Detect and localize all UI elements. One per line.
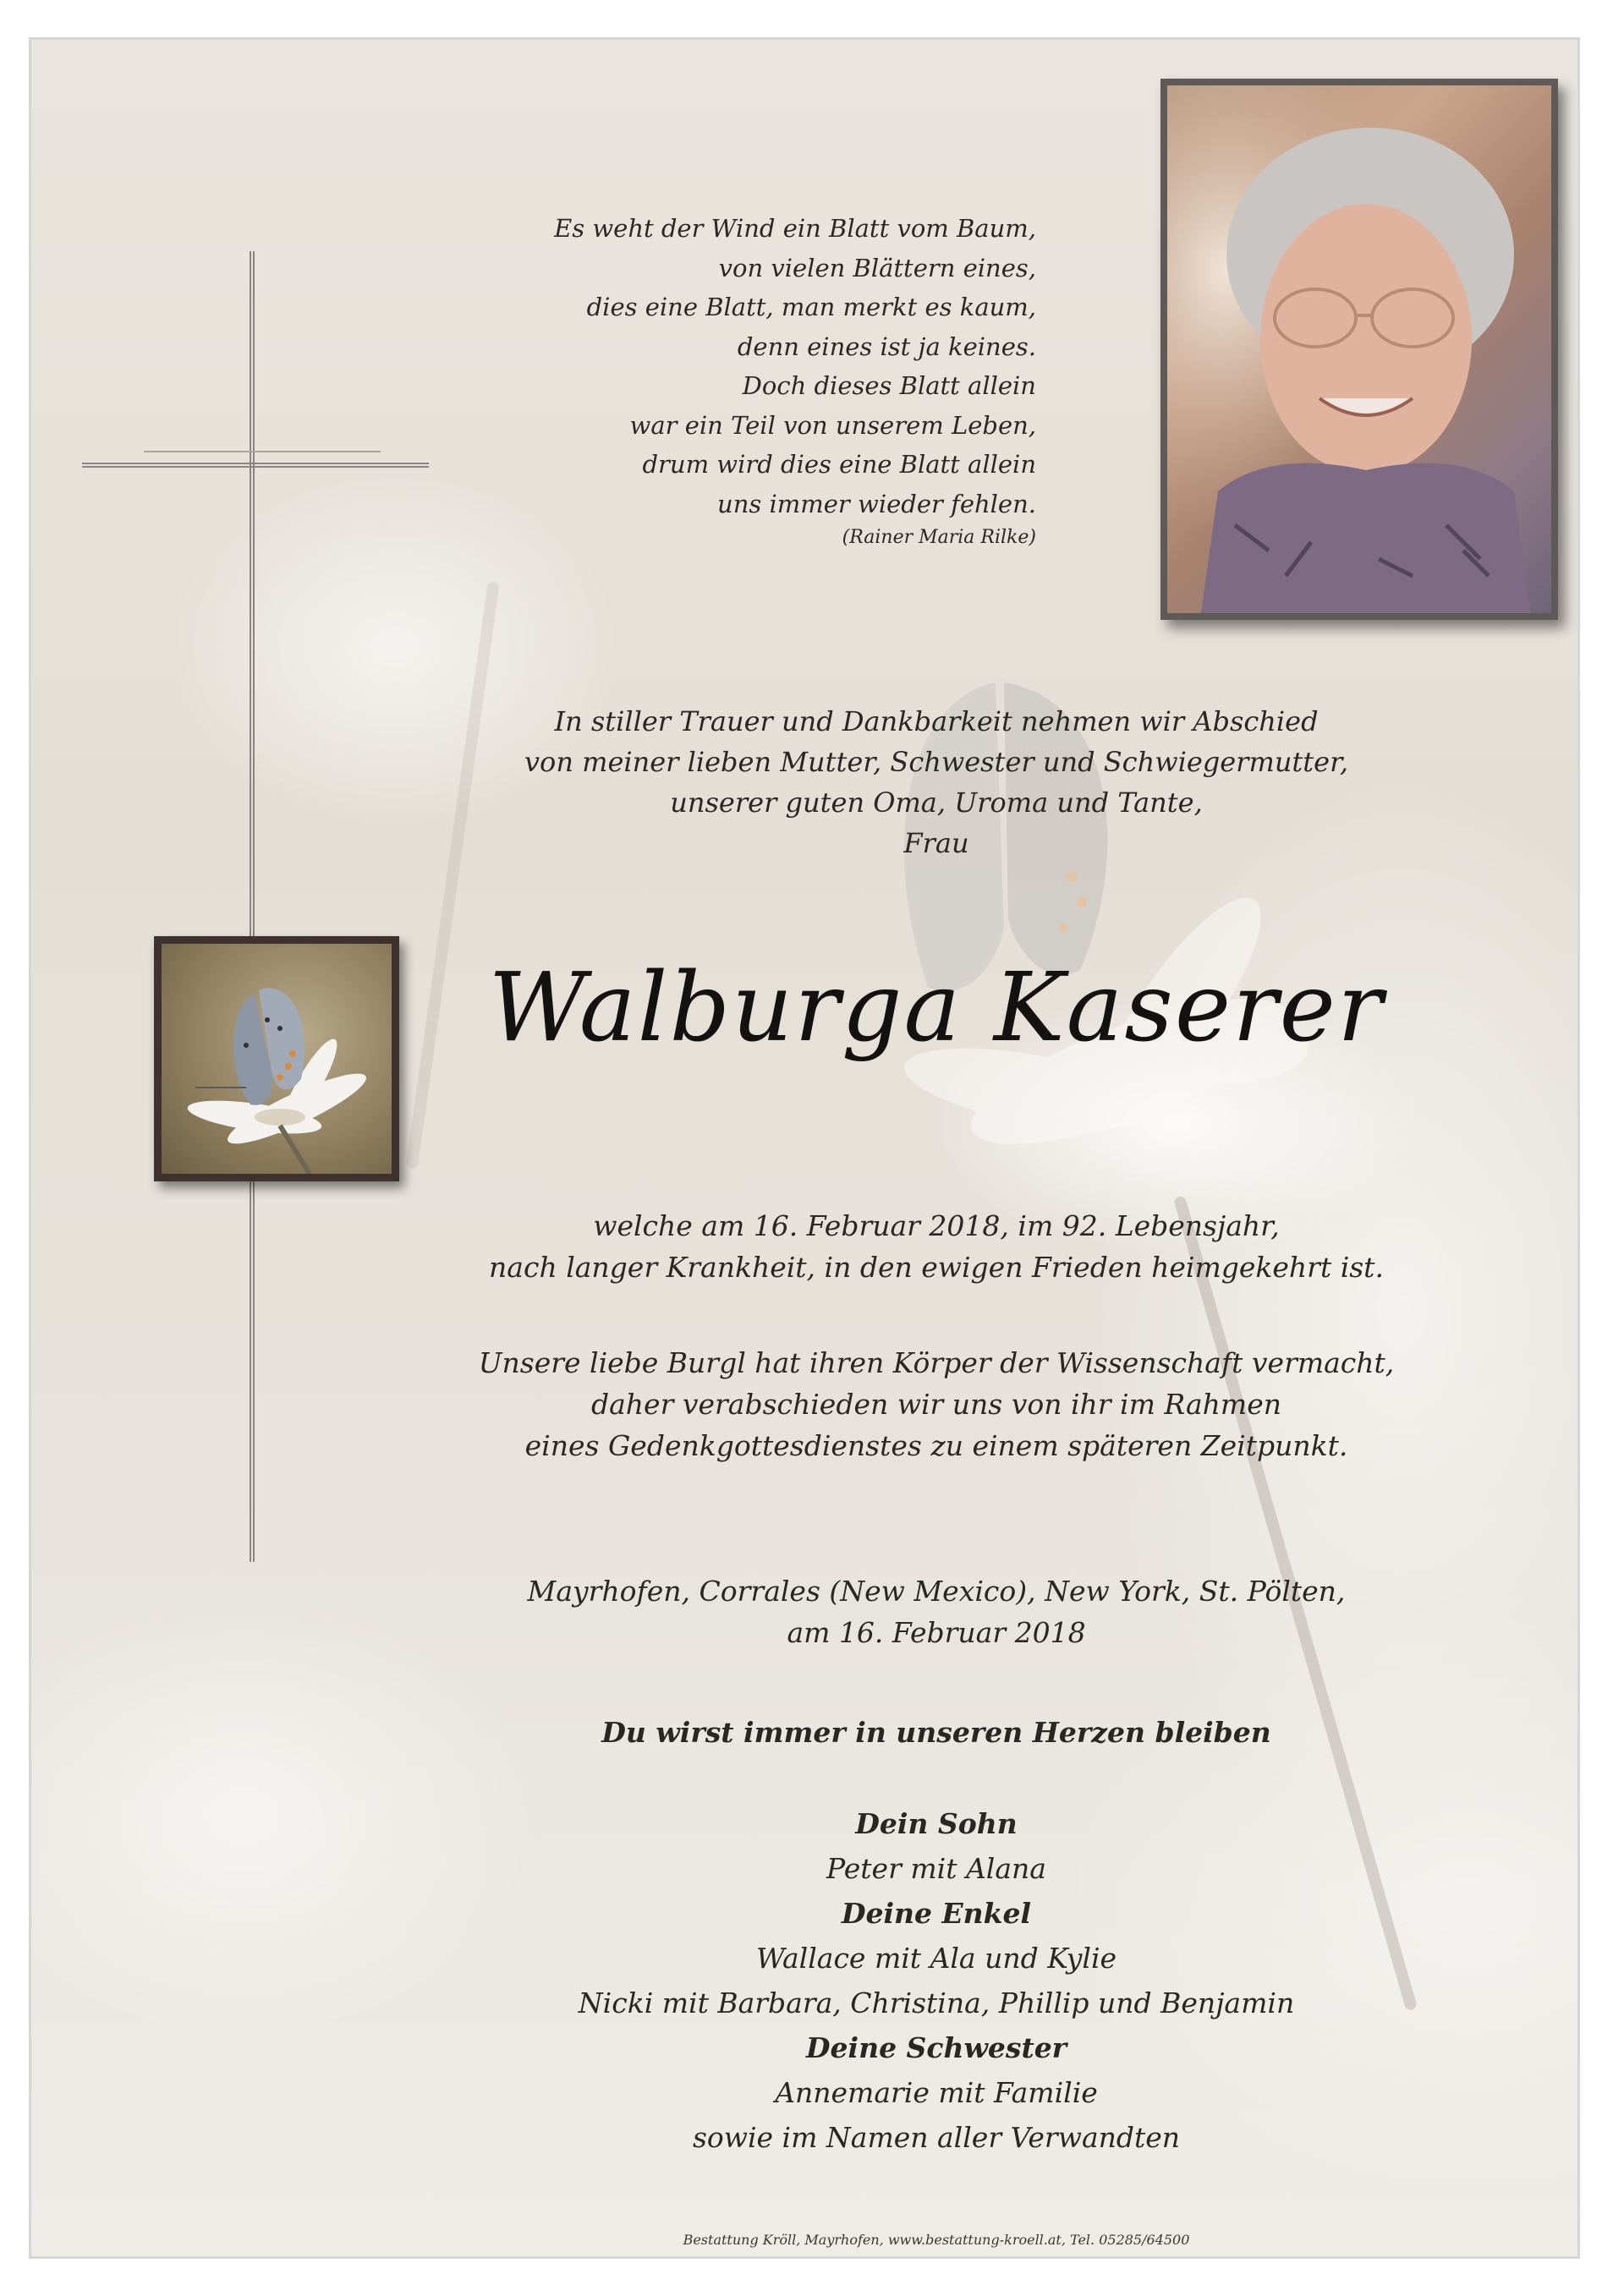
poem-line: denn eines ist ja keines.: [737, 332, 1036, 361]
funeral-home-footer: Bestattung Kröll, Mayrhofen, www.bestattung-kroell.at, Tel. 05285/64500: [683, 2232, 1190, 2248]
death-notice-line: welche am 16. Februar 2018, im 92. Lebensjahr,: [593, 1209, 1280, 1242]
relatives-line: sowie im Namen aller Verwandten: [692, 2121, 1181, 2154]
intro-line: In stiller Trauer und Dankbarkeit nehmen wir Abschied: [554, 705, 1319, 737]
background-stem: [406, 581, 500, 1169]
death-notice: [433, 1205, 1440, 1288]
grandchildren-line: Nicki mit Barbara, Christina, Phillip und Benjamin: [578, 1986, 1295, 2019]
family-list: [433, 1801, 1440, 2160]
place-line: Mayrhofen, Corrales (New Mexico), New York, St. Pölten,: [527, 1575, 1346, 1608]
butterfly-picture: [154, 936, 399, 1181]
poem-line: Es weht der Wind ein Blatt vom Baum,: [554, 214, 1036, 243]
date-line: am 16. Februar 2018: [787, 1616, 1086, 1649]
son-name: Peter mit Alana: [826, 1852, 1046, 1885]
obituary-card: [29, 37, 1580, 2259]
poem-line: Doch dieses Blatt allein: [742, 371, 1036, 400]
memorial-note-line: daher verabschieden wir uns von ihr im Rahmen: [590, 1388, 1281, 1421]
poem: [444, 209, 1036, 552]
intro-text: [433, 701, 1440, 863]
grandchildren-heading: Deine Enkel: [841, 1897, 1032, 1930]
intro-line: unserer guten Oma, Uroma und Tante,: [670, 786, 1203, 819]
intro-line: Frau: [903, 827, 969, 859]
sister-heading: Deine Schwester: [805, 2031, 1067, 2064]
poem-line: von vielen Blättern eines,: [718, 253, 1036, 282]
cross-crossbar: [82, 463, 429, 468]
memorial-note-line: eines Gedenkgottesdienstes zu einem späteren Zeitpunkt.: [524, 1429, 1348, 1462]
remembrance-line: Du wirst immer in unseren Herzen bleiben: [601, 1716, 1271, 1749]
grandchildren-line: Wallace mit Ala und Kylie: [755, 1942, 1117, 1975]
butterfly-illustration: [162, 944, 392, 1174]
cross-icon: [250, 251, 255, 1562]
poem-line: dies eine Blatt, man merkt es kaum,: [586, 293, 1036, 321]
portrait-image: [1167, 85, 1551, 613]
sister-name: Annemarie mit Familie: [775, 2076, 1098, 2109]
place-date: [433, 1570, 1440, 1653]
poem-line: war ein Teil von unserem Leben,: [629, 410, 1036, 440]
butterfly-icon: [162, 944, 392, 1174]
poem-line: uns immer wieder fehlen.: [717, 489, 1036, 518]
portrait-photo: [1160, 79, 1558, 620]
son-heading: Dein Sohn: [855, 1807, 1018, 1840]
portrait-illustration: [1167, 85, 1551, 613]
deceased-name: Walburga Kaserer: [488, 953, 1385, 1063]
poem-line: drum wird dies eine Blatt allein: [642, 450, 1036, 479]
intro-line: von meiner lieben Mutter, Schwester und Schwiegermutter,: [524, 746, 1349, 778]
death-notice-line: nach langer Krankheit, in den ewigen Frieden heimgekehrt ist.: [489, 1251, 1384, 1284]
memorial-note: [433, 1342, 1440, 1466]
poem-author: (Rainer Maria Rilke): [842, 527, 1036, 548]
cross-accent-line: [144, 451, 381, 452]
memorial-note-line: Unsere liebe Burgl hat ihren Körper der Wissenschaft vermacht,: [478, 1346, 1395, 1379]
